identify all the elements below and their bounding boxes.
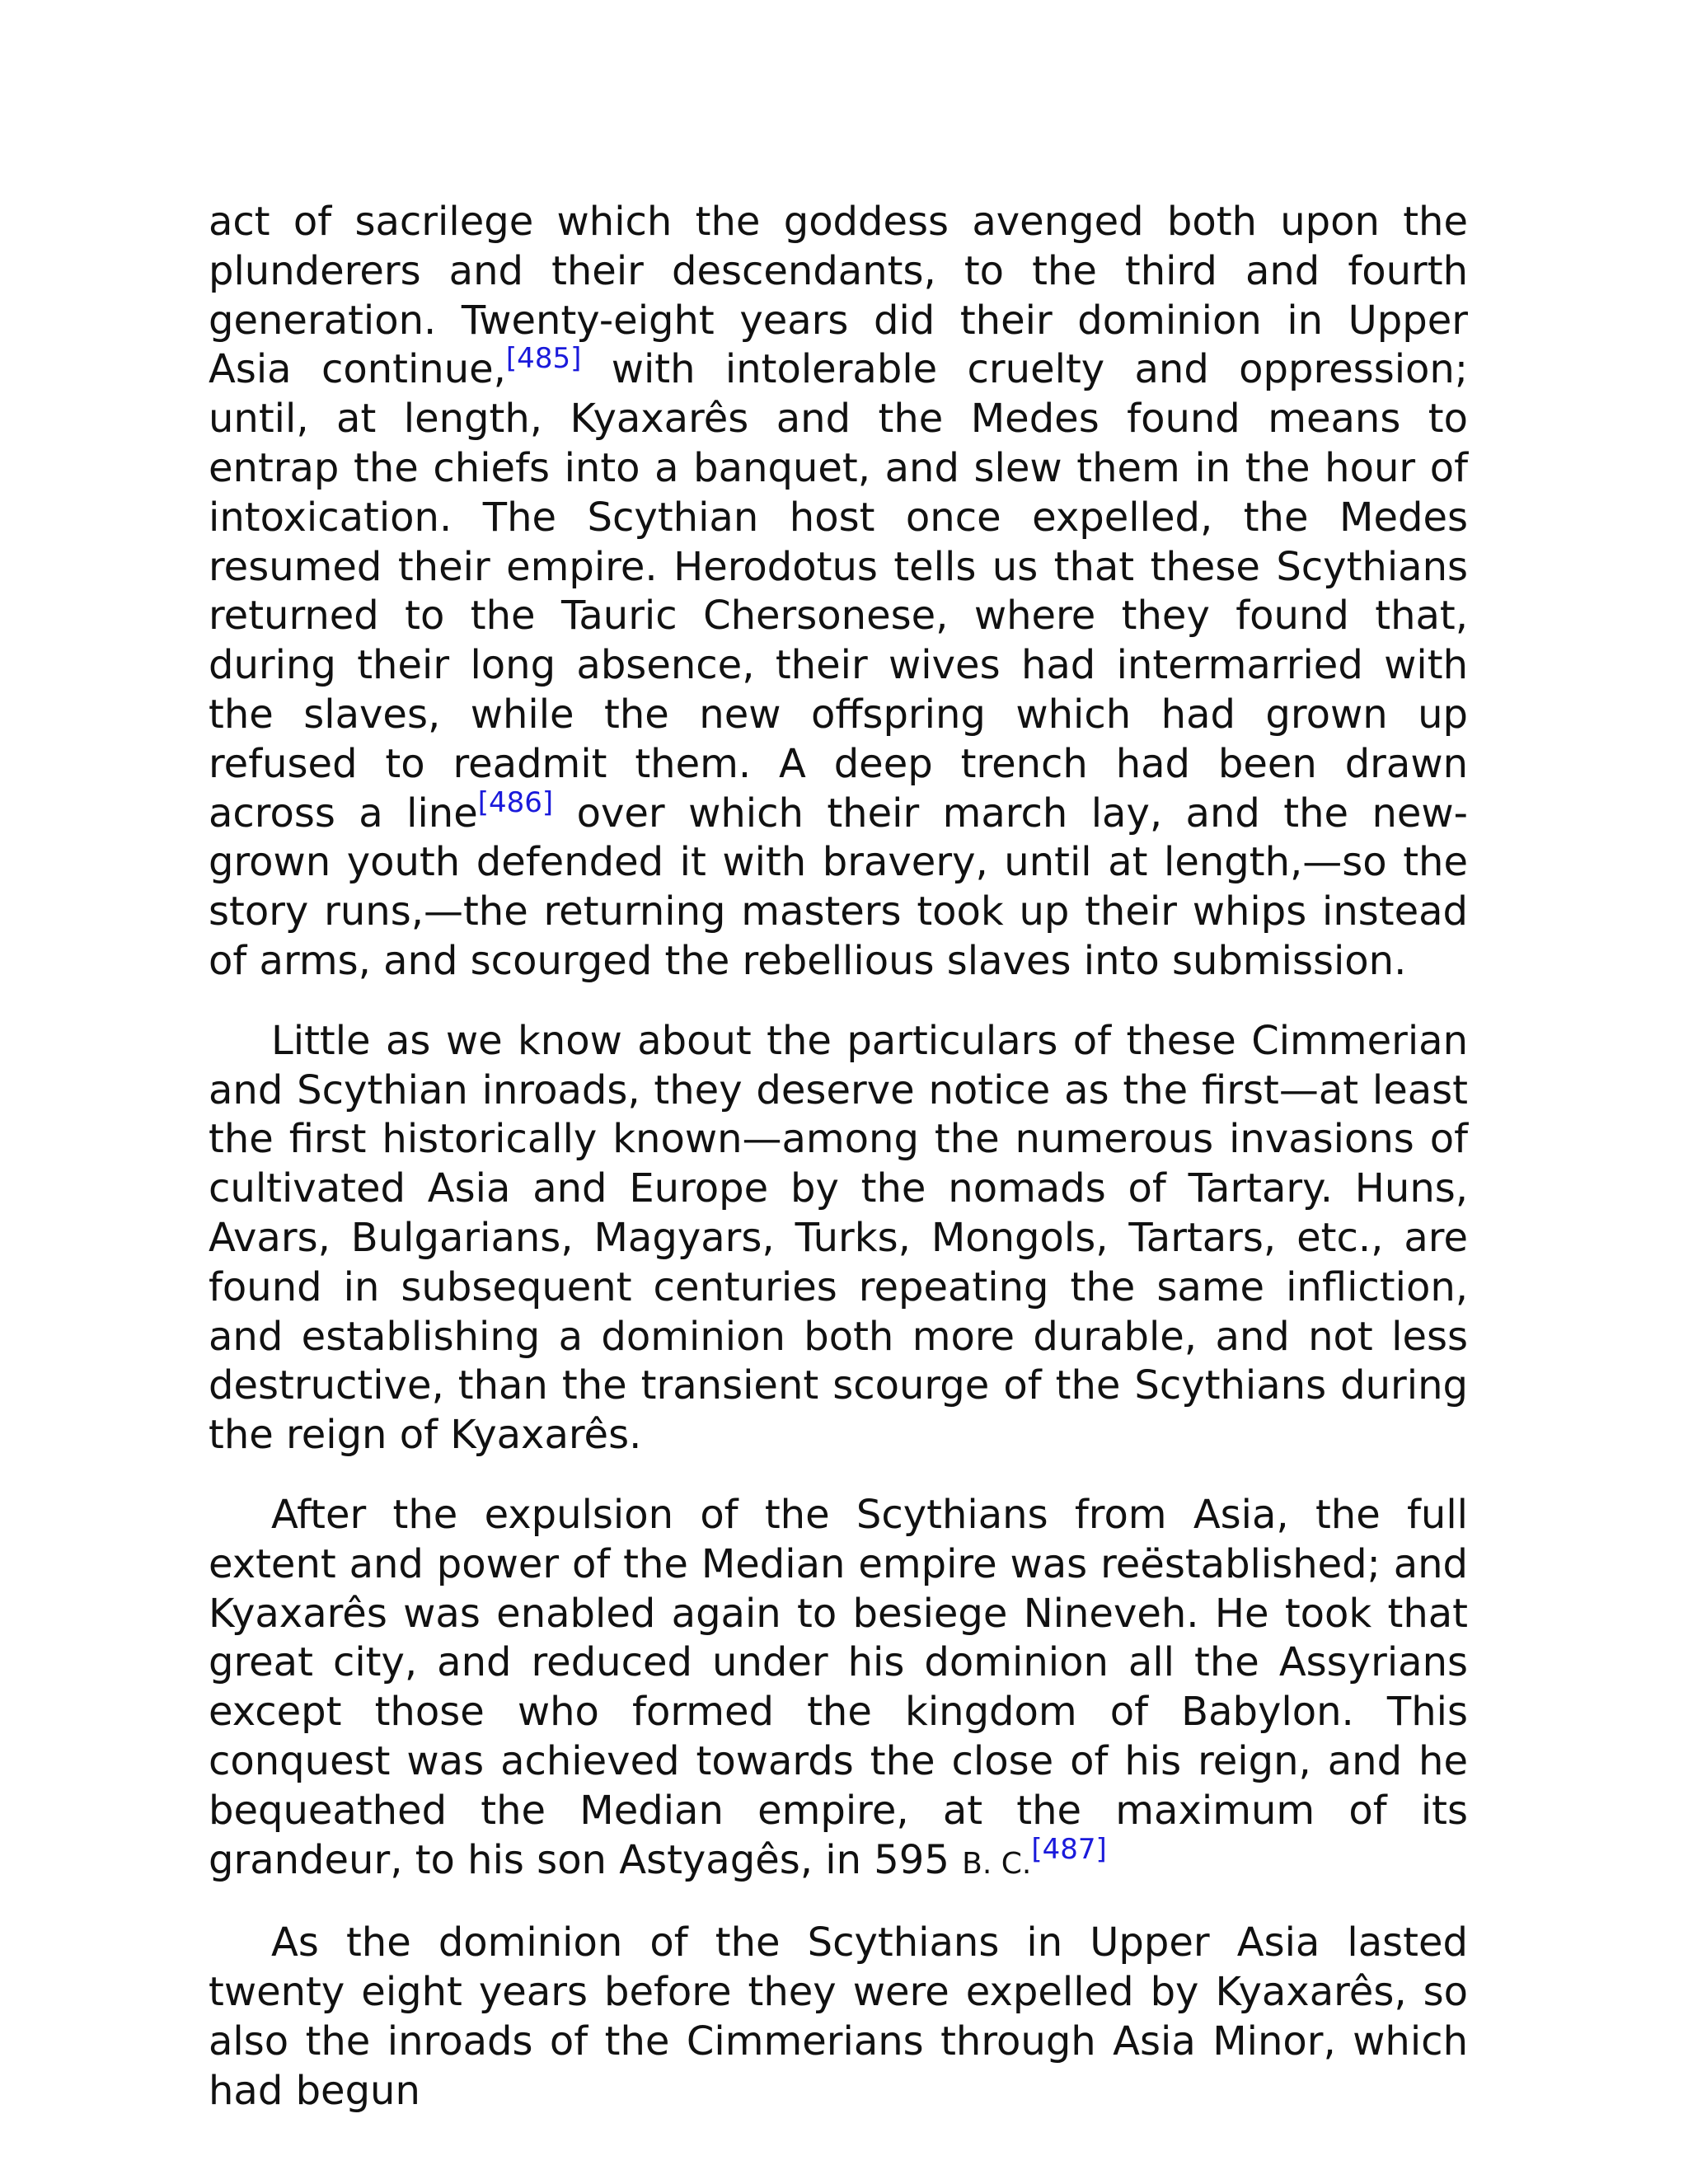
footnote-link-485[interactable]: [485] [505, 342, 582, 376]
footnote-link-486[interactable]: [486] [477, 785, 554, 819]
paragraph-2 [209, 1017, 1468, 1460]
paragraph-2-text: Little as we know about the particulars of these Cimmerian and Scythian inroads, they deserve notice as the first—at least the first historically known—among the numerous invasions of cultivated Asia and Europe by the nomads of Tartary. Huns, Avars, Bulgarians, Magyars, Turks, Mongols, Tartars, etc., are found in subsequent centuries repeating the same infliction, and establishing a dominion both more durable, and not less destructive, than the transient scourge of the Scythians during the reign of Kyaxarês. [209, 1017, 1468, 1459]
paragraph-3 [209, 1491, 1468, 1888]
page-body [209, 198, 1468, 2146]
era-abbreviation: B. C. [962, 1846, 1032, 1881]
paragraph-1-text-a: act of sacrilege which the goddess avenged both upon the plunderers and their descendants, to the third and fourth generation. Twenty-eight years did their dominion in Upper Asia continue, [209, 199, 1468, 393]
paragraph-3-text: After the expulsion of the Scythians from Asia, the full extent and power of the Median empire was reëstablished; and Kyaxarês was enabled again to besiege Nineveh. He took that great city, and reduced under his dominion all the Assyrians except those who formed the kingdom of Babylon. This conquest was achieved towards the close of his reign, and he bequeathed the Median empire, at the maximum of its grandeur, to his son Astyagês, in 595 [209, 1491, 1468, 1883]
paragraph-1-text-c: over which their march lay, and the new-grown youth defended it with bravery, until at length,—so the story runs,—the returning masters took up their whips instead of arms, and scourged the rebellious slaves into submission. [209, 790, 1469, 984]
paragraph-4-text: As the dominion of the Scythians in Upper Asia lasted twenty eight years before they were expelled by Kyaxarês, so also the inroads of the Cimmerians through Asia Minor, which had begun [209, 1919, 1468, 2114]
paragraph-4 [209, 1919, 1468, 2116]
footnote-link-487[interactable]: [487] [1031, 1832, 1107, 1866]
paragraph-1-text-b: with intolerable cruelty and oppression; until, at length, Kyaxarês and the Medes found means to entrap the chiefs into a banquet, and slew them in the hour of intoxication. The Scythian host once expelled, the Medes resumed their empire. Herodotus tells us that these Scythians returned to the Tauric Chersonese, where they found that, during their long absence, their wives had intermarried with the slaves, while the new offspring which had grown up refused to readmit them. A deep trench had been drawn across a line [209, 346, 1468, 837]
paragraph-1 [209, 198, 1468, 987]
